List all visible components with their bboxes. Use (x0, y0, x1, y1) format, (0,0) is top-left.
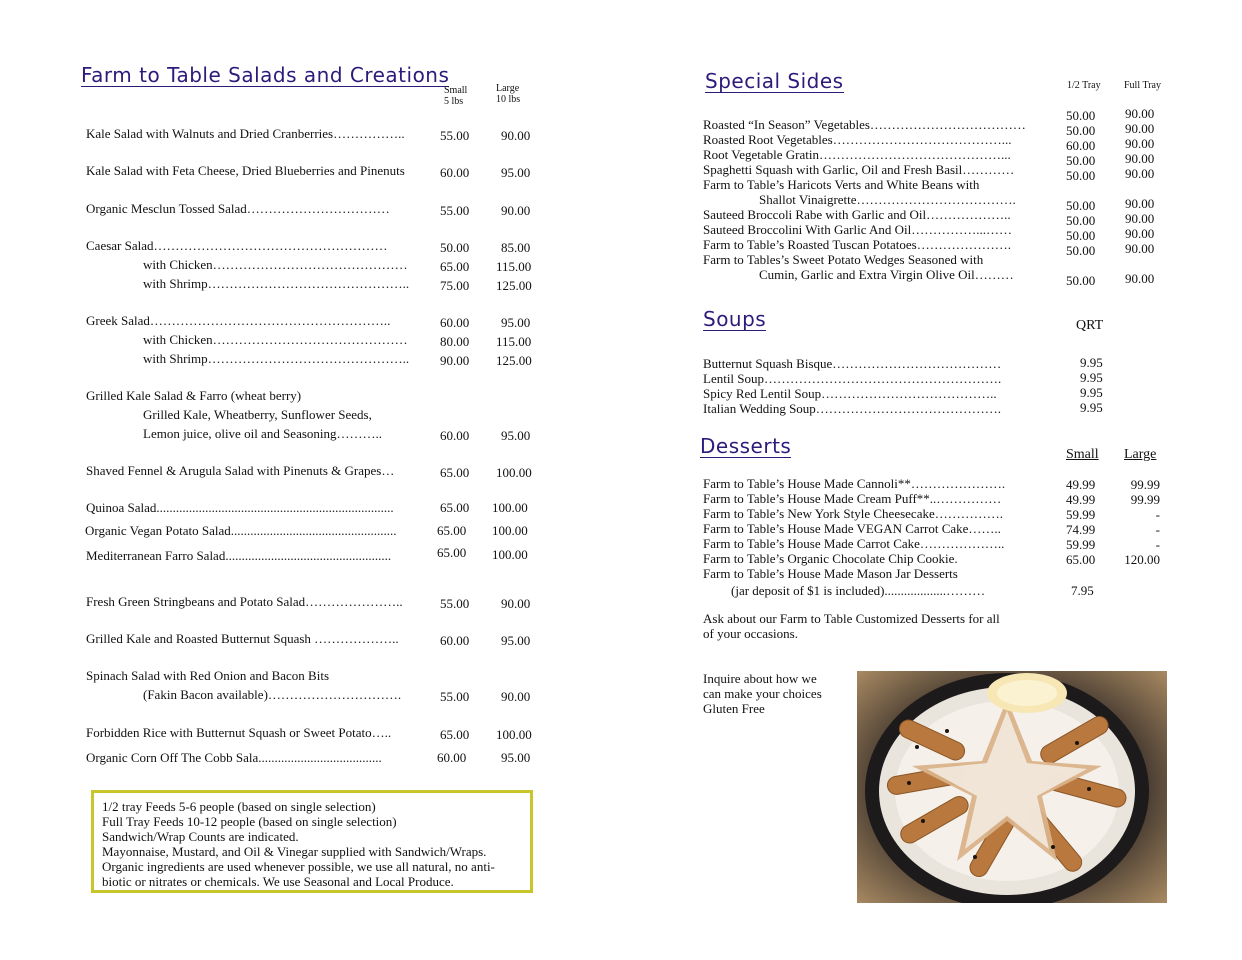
salad-price-small: 55.00 (440, 128, 470, 143)
info-line: biotic or nitrates or chemicals. We use Seasonal and Local Produce. (102, 874, 454, 889)
info-line: 1/2 tray Feeds 5-6 people (based on single selection) (102, 799, 376, 814)
gluten-free-line: Gluten Free (703, 701, 765, 716)
soup-name: Spicy Red Lentil Soup………………………………….. (703, 386, 997, 401)
salad-name: Grilled Kale and Roasted Butternut Squash ……………….. (86, 631, 399, 646)
salad-price-large: 125.00 (496, 353, 532, 368)
side-price-half: 50.00 (1066, 153, 1096, 168)
side-price-full: 90.00 (1125, 211, 1155, 226)
info-line: Mayonnaise, Mustard, and Oil & Vinegar supplied with Sandwich/Wraps. (102, 844, 487, 859)
salad-name: Mediterranean Farro Salad................................................... (86, 548, 392, 563)
info-line: Sandwich/Wrap Counts are indicated. (102, 829, 299, 844)
gluten-free-note (703, 671, 822, 716)
salads-title: Farm to Table Salads and Creations (81, 63, 450, 87)
side-price-full: 90.00 (1125, 226, 1155, 241)
sides-col-full-header: Full Tray (1124, 80, 1161, 91)
salad-price-large: 95.00 (501, 633, 531, 648)
side-price-full: 90.00 (1125, 136, 1155, 151)
salad-price-large: 95.00 (501, 315, 531, 330)
salad-name: Fresh Green Stringbeans and Potato Salad………………….. (86, 594, 403, 609)
soup-price: 9.95 (1080, 370, 1103, 385)
salad-price-large: 95.00 (501, 750, 531, 765)
sides-title: Special Sides (705, 69, 844, 93)
salads-col-large-header (496, 83, 520, 105)
salad-name: with Chicken……………………………………… (143, 257, 408, 272)
dessert-price-large: 99.99 (1130, 477, 1160, 492)
side-name: Sauteed Broccoli Rabe with Garlic and Oil……………….. (703, 207, 1011, 222)
desserts-large-prices (1120, 477, 1160, 567)
soup-price: 9.95 (1080, 400, 1103, 415)
salad-price-large: 115.00 (496, 334, 532, 349)
dessert-price-small: 59.99 (1066, 537, 1096, 552)
side-name: Roasted Root Vegetables…………………………………... (703, 132, 1012, 147)
salad-price-large: 90.00 (501, 689, 531, 704)
gluten-free-line: can make your choices (703, 686, 822, 701)
side-name: Cumin, Garlic and Extra Virgin Olive Oil……… (759, 267, 1014, 282)
salads-col-large-label: Large (496, 83, 520, 94)
soup-price: 9.95 (1080, 385, 1103, 400)
dessert-name: Farm to Table’s House Made Cream Puff**..…………… (703, 491, 1002, 506)
salad-price-small: 80.00 (440, 334, 470, 349)
desserts-col-large-header: Large (1124, 447, 1157, 462)
dessert-name: (jar deposit of $1 is included)...................……… (731, 583, 986, 598)
side-price-full: 90.00 (1125, 106, 1155, 121)
side-name: Sauteed Broccolini With Garlic And Oil……………...…… (703, 222, 1013, 237)
soup-name: Italian Wedding Soup……………………………………. (703, 401, 1002, 416)
salad-price-small: 60.00 (437, 750, 467, 765)
soups-prices (1080, 355, 1103, 415)
side-name: Shallot Vinaigrette………………………………. (759, 192, 1016, 207)
tray-info-box (91, 790, 533, 893)
dessert-price-large: - (1155, 507, 1160, 522)
sides-names (703, 117, 1026, 282)
dessert-price-large: 99.99 (1130, 492, 1160, 507)
salad-price-large: 125.00 (496, 278, 532, 293)
side-name: Roasted “In Season” Vegetables……………………………… (703, 117, 1026, 132)
side-price-full: 90.00 (1125, 121, 1155, 136)
side-name: Farm to Table’s Haricots Verts and White Beans with (703, 177, 980, 192)
salad-price-small: 65.00 (437, 523, 467, 538)
salads-col-small-header (444, 85, 467, 107)
custom-desserts-note (703, 611, 1000, 641)
salad-price-large: 90.00 (501, 203, 531, 218)
salad-price-small: 65.00 (440, 259, 470, 274)
salad-price-large: 100.00 (496, 465, 532, 480)
salads-col-small-sub: 5 lbs (444, 96, 464, 107)
salad-price-small: 65.00 (440, 727, 470, 742)
salad-price-small: 55.00 (440, 596, 470, 611)
salad-price-large: 95.00 (501, 428, 531, 443)
soups-col-header: QRT (1076, 318, 1104, 333)
side-price-half: 50.00 (1066, 243, 1096, 258)
soup-name: Lentil Soup………………………………………………. (703, 371, 1002, 386)
side-price-half: 50.00 (1066, 168, 1096, 183)
salad-name: Quinoa Salad......................................................................... (86, 500, 394, 515)
side-name: Farm to Tables’s Sweet Potato Wedges Seasoned with (703, 252, 984, 267)
dessert-price-large: - (1155, 522, 1160, 537)
side-price-half: 60.00 (1066, 138, 1096, 153)
dessert-name: Farm to Table’s New York Style Cheesecake……………. (703, 506, 1003, 521)
gluten-free-line: Inquire about how we (703, 671, 817, 686)
salad-price-small: 60.00 (440, 165, 470, 180)
desserts-col-small-header: Small (1066, 447, 1099, 462)
salad-name: Greek Salad……………………………………………….. (86, 313, 391, 328)
sides-col-half-header: 1/2 Tray (1067, 80, 1101, 91)
salad-price-small: 65.00 (440, 500, 470, 515)
dessert-name: Farm to Table’s House Made VEGAN Carrot Cake…….. (703, 521, 1001, 536)
dessert-price-small: 59.99 (1066, 507, 1096, 522)
dessert-name: Farm to Table’s House Made Mason Jar Desserts (703, 566, 958, 581)
desserts-small-prices (1066, 477, 1095, 598)
salad-name: Organic Corn Off The Cobb Sala...................................... (86, 750, 382, 765)
salad-price-small: 55.00 (440, 203, 470, 218)
side-price-half: 50.00 (1066, 198, 1096, 213)
dessert-name: Farm to Table’s Organic Chocolate Chip Cookie. (703, 551, 958, 566)
salad-price-small: 90.00 (440, 353, 470, 368)
salad-name: with Shrimp……………………………………….. (143, 276, 410, 291)
side-price-half: 50.00 (1066, 228, 1096, 243)
dessert-price-small: 65.00 (1066, 552, 1096, 567)
dessert-price-small: 7.95 (1071, 583, 1094, 598)
desserts-title: Desserts (700, 434, 792, 458)
salad-name: Forbidden Rice with Butternut Squash or Sweet Potato….. (86, 725, 392, 740)
side-price-full: 90.00 (1125, 241, 1155, 256)
salad-price-small: 60.00 (440, 428, 470, 443)
salad-price-large: 100.00 (492, 523, 528, 538)
salad-name: Shaved Fennel & Arugula Salad with Pinenuts & Grapes… (86, 463, 395, 478)
side-price-half: 50.00 (1066, 108, 1096, 123)
salad-name: Kale Salad with Feta Cheese, Dried Blueberries and Pinenuts (86, 163, 405, 178)
salads-col-large-sub: 10 lbs (496, 94, 521, 105)
dessert-price-small: 74.99 (1066, 522, 1096, 537)
salad-name: Organic Mesclun Tossed Salad…………………………… (86, 201, 390, 216)
soup-price: 9.95 (1080, 355, 1103, 370)
cannoli-platter-photo (857, 671, 1167, 903)
side-price-full: 90.00 (1125, 166, 1155, 181)
salad-price-small: 75.00 (440, 278, 470, 293)
salad-name: Lemon juice, olive oil and Seasoning……….. (143, 426, 383, 441)
custom-note-line: Ask about our Farm to Table Customized Desserts for all (703, 611, 1000, 626)
soups-names (703, 356, 1001, 416)
dessert-price-small: 49.99 (1066, 492, 1096, 507)
dessert-name: Farm to Table’s House Made Cannoli**…………………. (703, 476, 1006, 491)
sides-full-prices (1125, 106, 1154, 286)
side-name: Root Vegetable Gratin……………………………………... (703, 147, 1011, 162)
custom-note-line: of your occasions. (703, 626, 798, 641)
side-price-half: 50.00 (1066, 273, 1096, 288)
salad-name: Caesar Salad……………………………………………… (86, 238, 388, 253)
side-name: Farm to Table’s Roasted Tuscan Potatoes…………………. (703, 237, 1011, 252)
dessert-price-large: - (1155, 537, 1160, 552)
salad-price-large: 100.00 (492, 500, 528, 515)
salad-price-large: 95.00 (501, 165, 531, 180)
salad-name: Organic Vegan Potato Salad................................................... (85, 523, 397, 538)
salad-price-small: 65.00 (440, 465, 470, 480)
salad-price-large: 115.00 (496, 259, 532, 274)
dessert-price-small: 49.99 (1066, 477, 1096, 492)
salad-price-large: 90.00 (501, 596, 531, 611)
desserts-names (703, 476, 1005, 598)
sides-half-prices (1066, 108, 1095, 288)
salads-col-small-label: Small (444, 85, 468, 96)
info-line: Organic ingredients are used whenever possible, we use all natural, no anti- (102, 859, 495, 874)
dessert-name: Farm to Table’s House Made Carrot Cake……………….. (703, 536, 1005, 551)
soup-name: Butternut Squash Bisque………………………………… (703, 356, 1002, 371)
salad-price-small: 60.00 (440, 315, 470, 330)
salad-name: Spinach Salad with Red Onion and Bacon Bits (86, 668, 330, 683)
salad-name: (Fakin Bacon available)…………………………. (143, 687, 402, 702)
side-price-half: 50.00 (1066, 123, 1096, 138)
salad-price-small: 50.00 (440, 240, 470, 255)
dessert-price-large: 120.00 (1124, 552, 1160, 567)
salad-description: Grilled Kale, Wheatberry, Sunflower Seeds, (143, 407, 372, 422)
side-price-half: 50.00 (1066, 213, 1096, 228)
salad-price-large: 90.00 (501, 128, 531, 143)
side-price-full: 90.00 (1125, 196, 1155, 211)
side-price-full: 90.00 (1125, 151, 1155, 166)
salad-name: with Shrimp……………………………………….. (143, 351, 410, 366)
salad-name: with Chicken……………………………………… (143, 332, 408, 347)
salad-name: Kale Salad with Walnuts and Dried Cranberries…………….. (86, 126, 405, 141)
salad-price-small: 55.00 (440, 689, 470, 704)
side-price-full: 90.00 (1125, 271, 1155, 286)
salad-name: Grilled Kale Salad & Farro (wheat berry) (86, 388, 302, 403)
salad-price-small: 60.00 (440, 633, 470, 648)
info-line: Full Tray Feeds 10-12 people (based on single selection) (102, 814, 397, 829)
cannoli-platter-illustration (857, 671, 1167, 903)
salad-price-small: 65.00 (437, 545, 467, 560)
side-name: Spaghetti Squash with Garlic, Oil and Fresh Basil………… (703, 162, 1015, 177)
salad-price-large: 100.00 (492, 547, 528, 562)
salad-price-large: 85.00 (501, 240, 531, 255)
soups-title: Soups (703, 307, 767, 331)
salad-price-large: 100.00 (496, 727, 532, 742)
